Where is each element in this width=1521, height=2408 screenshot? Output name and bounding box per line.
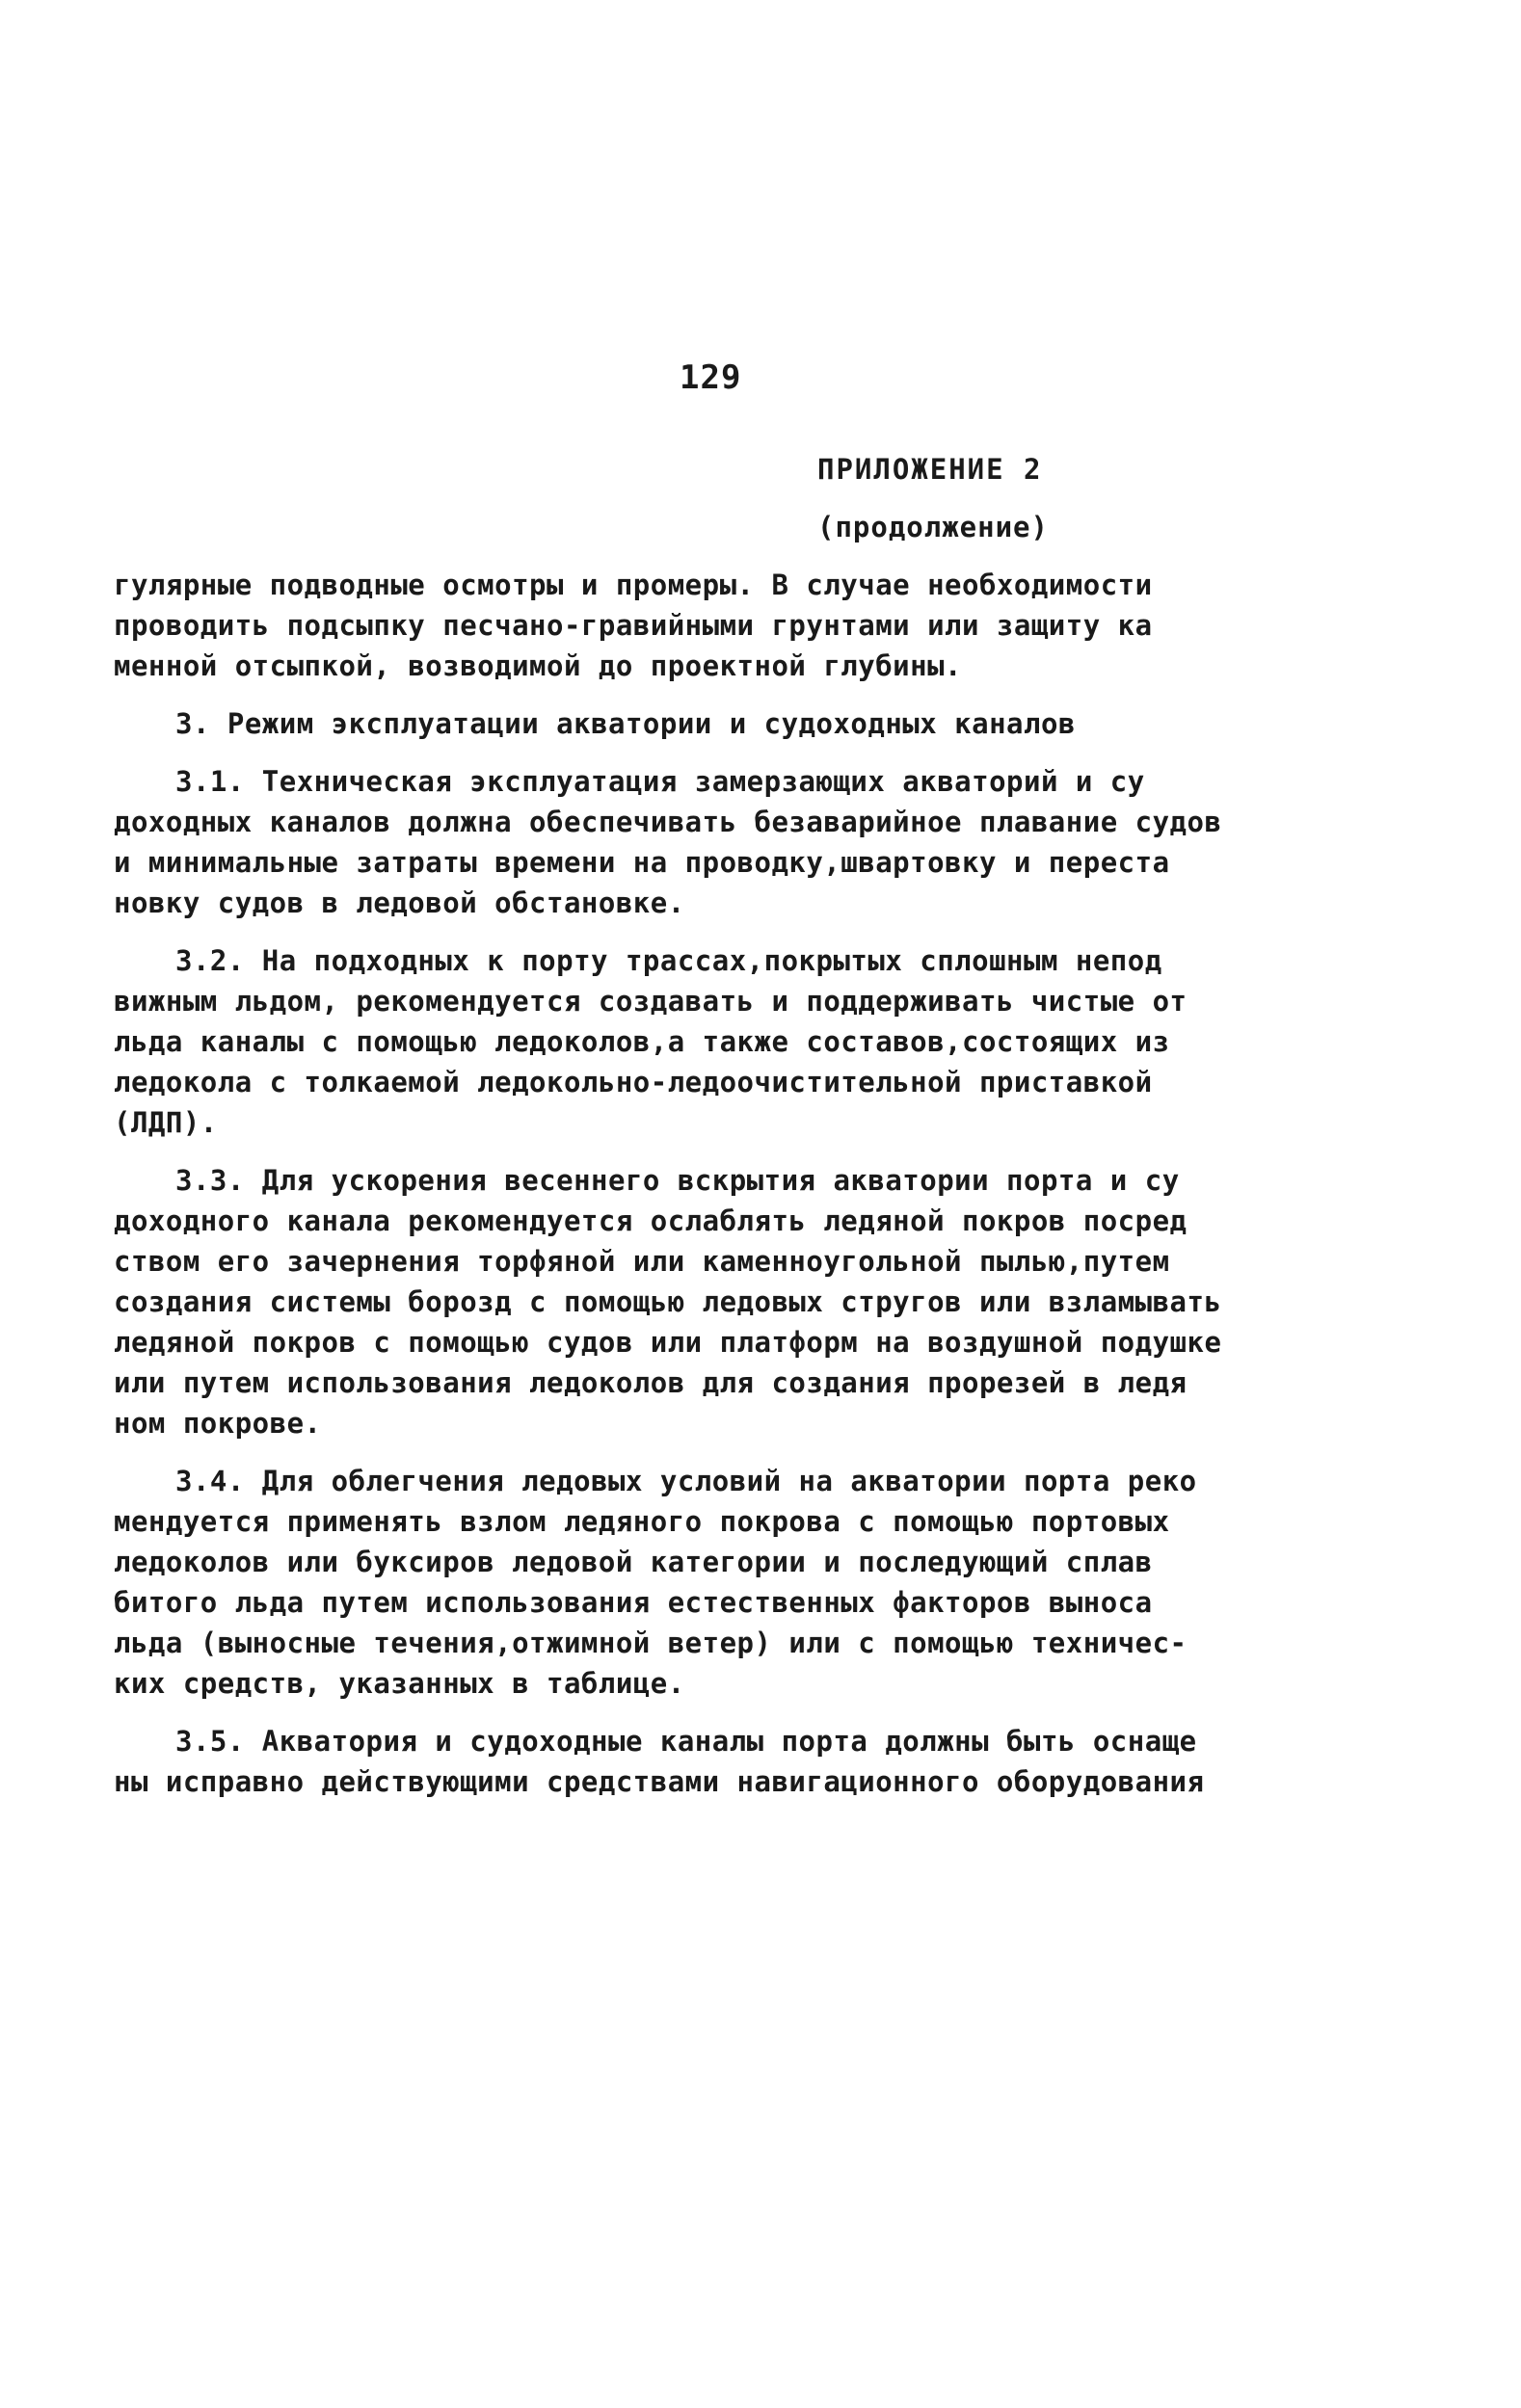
text-line: 3. Режим эксплуатации акватории и судоходных каналов [175,707,1076,740]
text-line: ством его зачернения торфяной или каменноугольной пылью,путем [114,1245,1170,1278]
text-line: 3.2. На подходных к порту трассах,покрытых сплошным непод [175,944,1162,977]
text-line: 3.1. Техническая эксплуатация замерзающих акваторий и су [175,765,1145,798]
text-line: доходного канала рекомендуется ослаблять ледяной покров посред [114,1204,1187,1237]
text-line: (ЛДП). [114,1106,218,1139]
text-line: ны исправно действующими средствами навигационного оборудования [114,1765,1205,1798]
section-heading [114,703,1270,744]
text-line: 3.4. Для облегчения ледовых условий на акватории порта реко [175,1465,1197,1497]
text-line: льда каналы с помощью ледоколов,а также составов,состоящих из [114,1025,1170,1058]
text-line: проводить подсыпку песчано-гравийными грунтами или защиту ка [114,609,1153,642]
page-number: 129 [680,358,742,397]
paragraph-3-5 [114,1721,1270,1802]
text-line: менной отсыпкой, возводимой до проектной глубины. [114,649,963,682]
text-line: ледяной покров с помощью судов или платформ на воздушной подушке [114,1326,1222,1359]
text-line: ких средств, указанных в таблице. [114,1667,685,1700]
appendix-note: (продолжение) [817,511,1049,543]
text-line: ном покрове. [114,1407,322,1440]
body-text [114,565,1270,1802]
text-line: битого льда путем использования естественных факторов выноса [114,1586,1153,1619]
text-line: новку судов в ледовой обстановке. [114,886,685,919]
text-line: 3.3. Для ускорения весеннего вскрытия акватории порта и су [175,1164,1180,1197]
paragraph-3-4 [114,1461,1270,1704]
text-line: гулярные подводные осмотры и промеры. В случае необходимости [114,569,1153,601]
text-line: и минимальные затраты времени на проводку,швартовку и переста [114,846,1170,879]
paragraph-3-2 [114,940,1270,1143]
text-line: мендуется применять взлом ледяного покрова с помощью портовых [114,1505,1170,1538]
text-line: ледокола с толкаемой ледокольно-ледоочистительной приставкой [114,1066,1153,1098]
paragraph-continuation [114,565,1270,686]
text-line: 3.5. Акватория и судоходные каналы порта должны быть оснаще [175,1725,1197,1758]
paragraph-3-1 [114,761,1270,923]
text-line: или путем использования ледоколов для создания прорезей в ледя [114,1366,1187,1399]
text-line: ледоколов или буксиров ледовой категории и последующий сплав [114,1546,1153,1578]
paragraph-3-3 [114,1160,1270,1443]
text-line: льда (выносные течения,отжимной ветер) или с помощью техничес- [114,1627,1187,1659]
text-line: вижным льдом, рекомендуется создавать и поддерживать чистые от [114,985,1187,1018]
text-line: доходных каналов должна обеспечивать безаварийное плавание судов [114,806,1222,838]
appendix-title: ПРИЛОЖЕНИЕ 2 [817,453,1043,486]
text-line: создания системы борозд с помощью ледовых стругов или взламывать [114,1285,1222,1318]
